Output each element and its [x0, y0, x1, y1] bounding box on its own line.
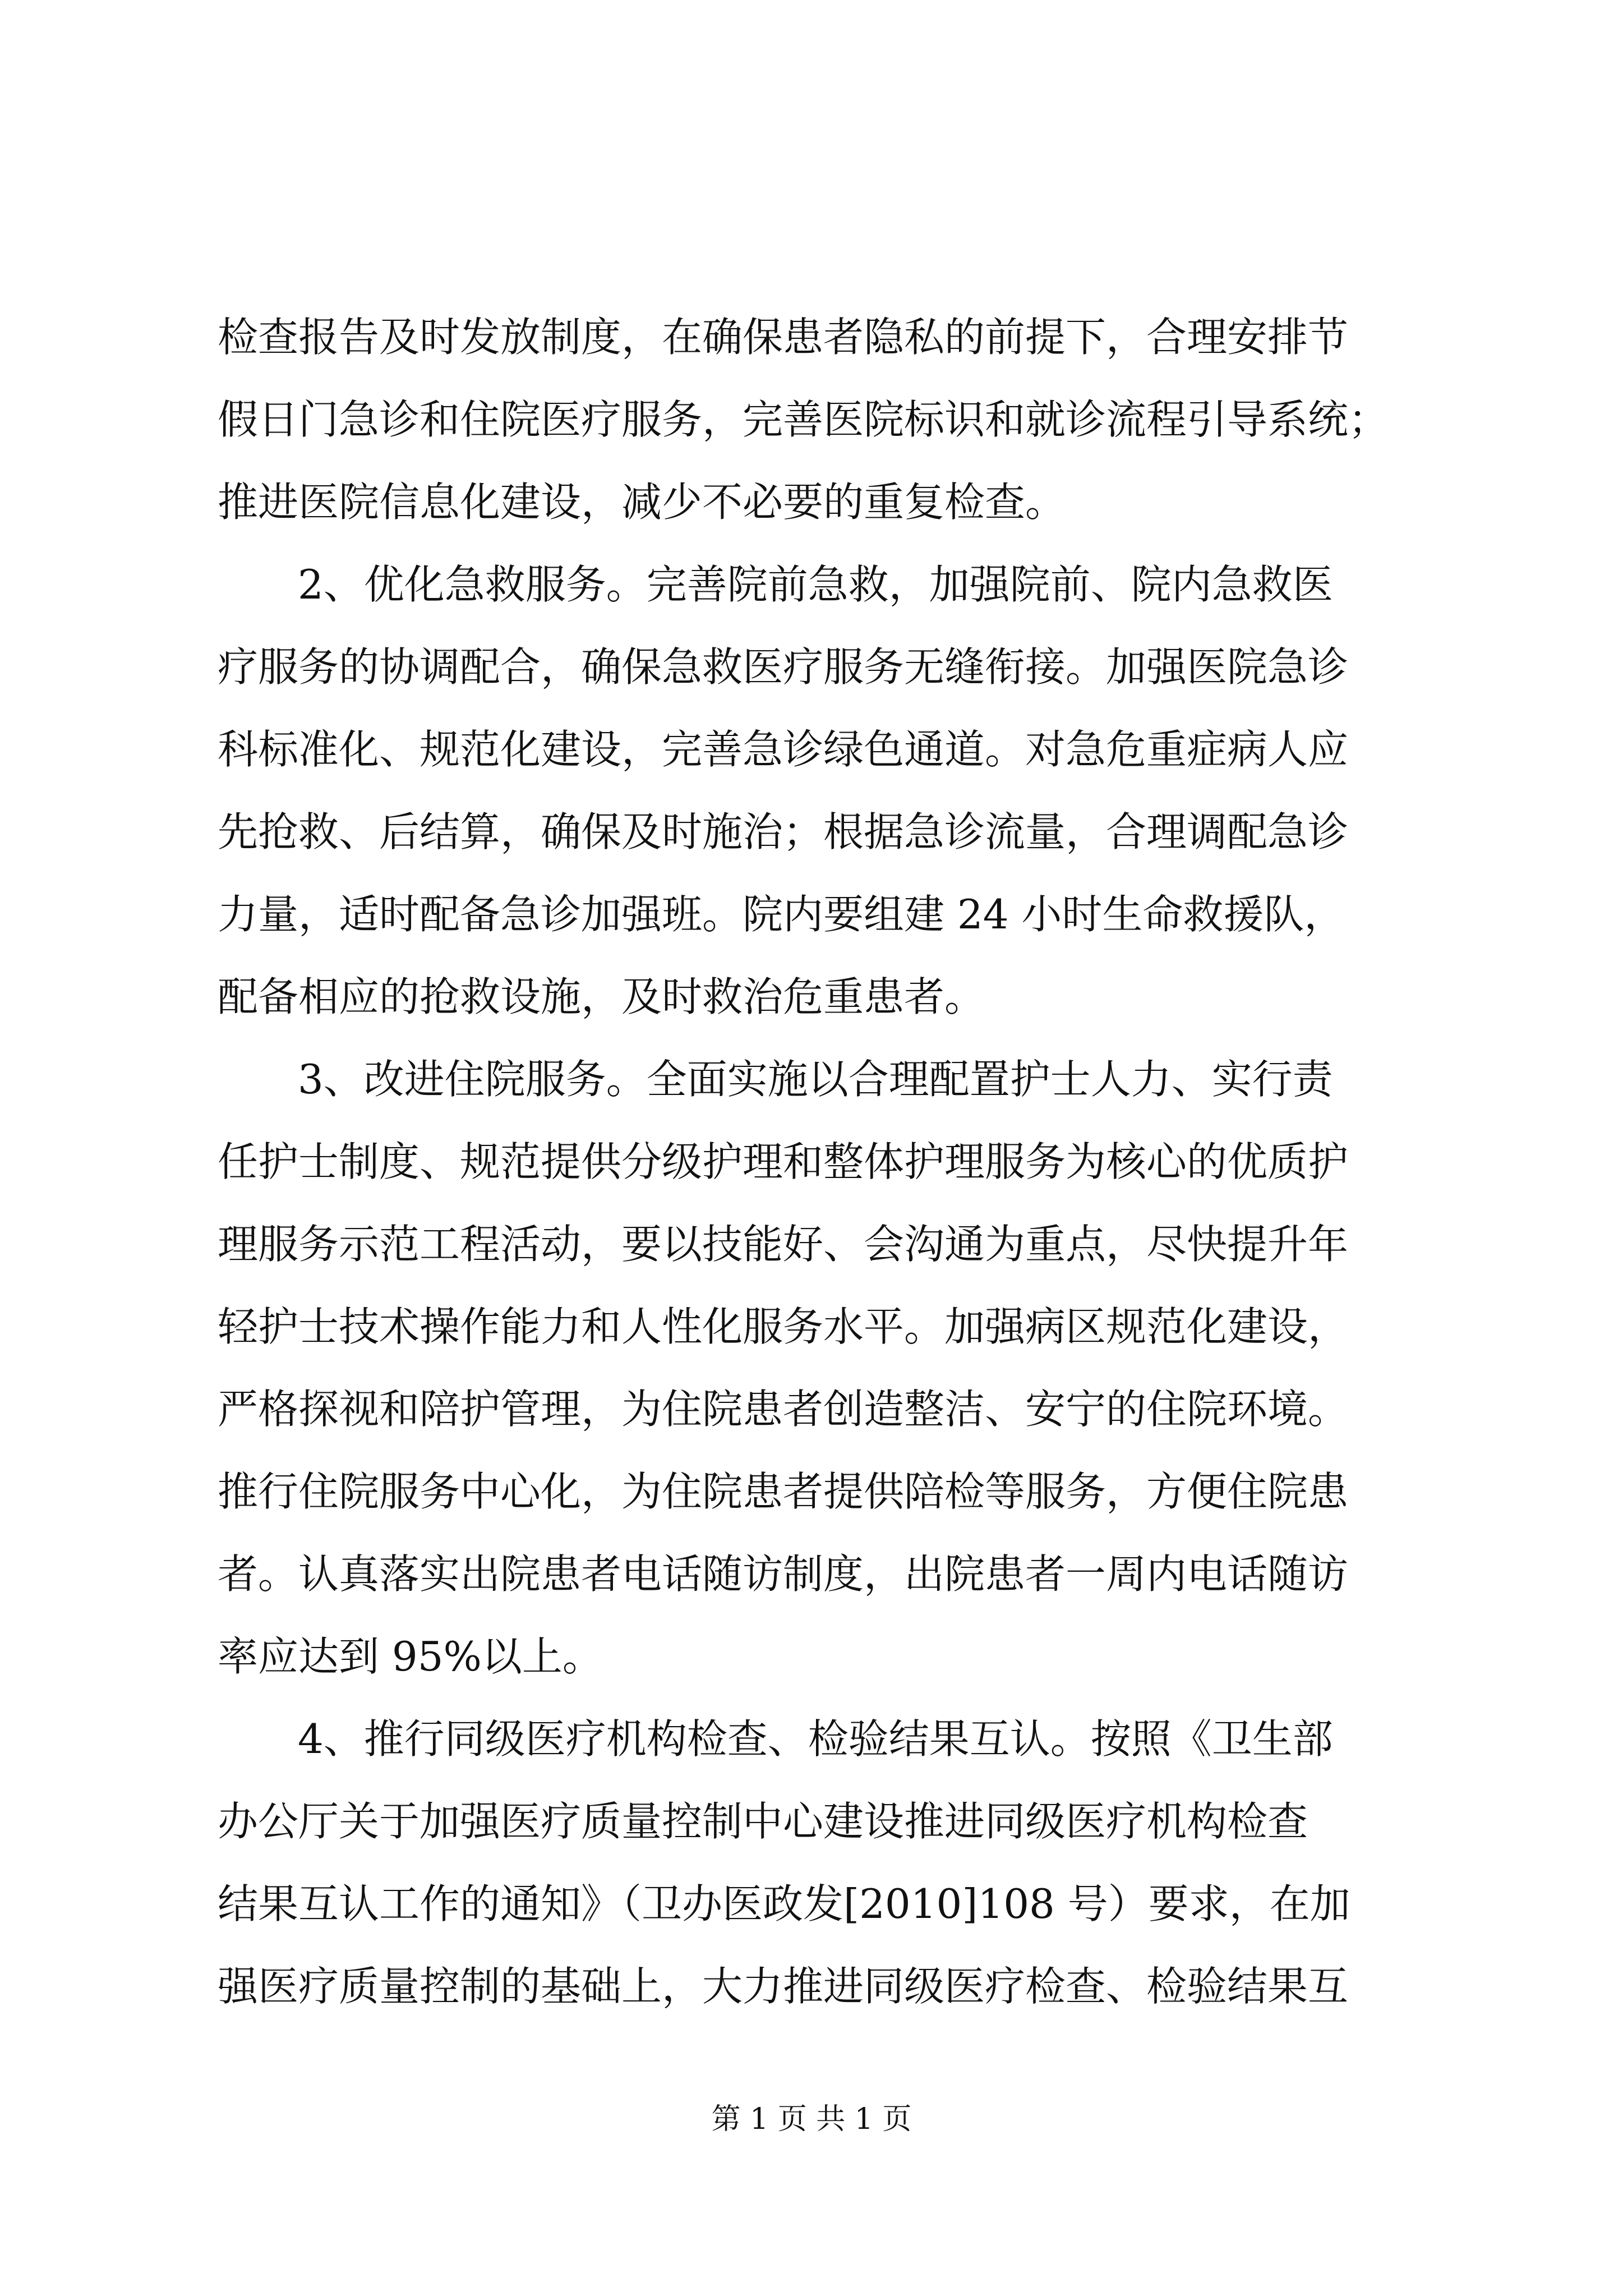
text-line: 假日门急诊和住院医疗服务，完善医院标识和就诊流程引导系统；	[218, 396, 1389, 443]
text-line: 推行住院服务中心化，为住院患者提供陪检等服务，方便住院患	[218, 1468, 1349, 1515]
text-line: 检查报告及时发放制度，在确保患者隐私的前提下，合理安排节	[218, 314, 1349, 361]
text-line: 严格探视和陪护管理，为住院患者创造整洁、安宁的住院环境。	[218, 1386, 1349, 1433]
text-line: 理服务示范工程活动，要以技能好、会沟通为重点，尽快提升年	[218, 1221, 1349, 1268]
paragraph-start-line: 2、优化急救服务。完善院前急救，加强院前、院内急救医	[298, 561, 1333, 608]
text-line: 疗服务的协调配合，确保急救医疗服务无缝衔接。加强医院急诊	[218, 643, 1349, 691]
page-number-footer: 第 1 页 共 1 页	[711, 2102, 912, 2136]
text-line: 轻护士技术操作能力和人性化服务水平。加强病区规范化建设，	[218, 1303, 1349, 1350]
text-line: 推进医院信息化建设，减少不必要的重复检查。	[218, 478, 1066, 526]
text-line: 科标准化、规范化建设，完善急诊绿色通道。对急危重症病人应	[218, 726, 1349, 773]
paragraph-start-line: 4、推行同级医疗机构检查、检验结果互认。按照《卫生部	[298, 1715, 1333, 1763]
text-line: 者。认真落实出院患者电话随访制度，出院患者一周内电话随访	[218, 1550, 1349, 1598]
text-line: 结果互认工作的通知》（卫办医政发[2010]108 号）要求，在加	[218, 1880, 1350, 1927]
text-line: 先抢救、后结算，确保及时施治；根据急诊流量，合理调配急诊	[218, 808, 1349, 855]
paragraph-start-line: 3、改进住院服务。全面实施以合理配置护士人力、实行责	[298, 1056, 1333, 1103]
text-line: 强医疗质量控制的基础上，大力推进同级医疗检查、检验结果互	[218, 1963, 1349, 2010]
text-line: 率应达到 95%以上。	[218, 1633, 603, 1680]
text-line: 任护士制度、规范提供分级护理和整体护理服务为核心的优质护	[218, 1138, 1349, 1185]
text-line: 力量，适时配备急诊加强班。院内要组建 24 小时生命救援队，	[218, 891, 1345, 938]
document-body	[218, 296, 1423, 2028]
text-line: 配备相应的抢救设施，及时救治危重患者。	[218, 973, 985, 1020]
text-line: 办公厅关于加强医疗质量控制中心建设推进同级医疗机构检查	[218, 1798, 1308, 1845]
